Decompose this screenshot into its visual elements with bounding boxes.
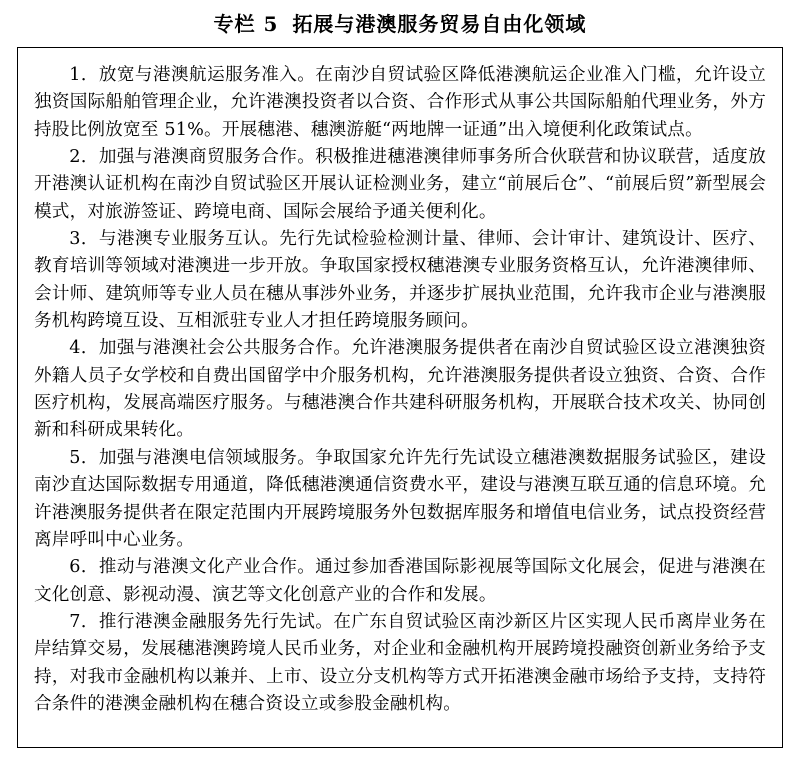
paragraph: 1．放宽与港澳航运服务准入。在南沙自贸试验区降低港澳航运企业准入门槛，允许设立独资国际船舶管理企业，允许港澳投资者以合资、合作形式从事公共国际船舶代理业务，外方持股比例放宽至 51%。开展穗港、穗澳游艇“两地牌一证通”出入境便利化政策试点。: [34, 65, 766, 140]
content-box: [17, 47, 783, 748]
title-number: 专栏 5: [213, 12, 279, 36]
paragraph: 5．加强与港澳电信领域服务。争取国家允许先行先试设立穗港澳数据服务试验区，建设南沙直达国际数据专用通道，降低穗港澳通信资费水平，建设与港澳互联互通的信息环境。允许港澳服务提供者在限定范围内开展跨境服务外包数据库服务和增值电信业务，试点投资经营离岸呼叫中心业务。: [34, 447, 766, 550]
paragraph: 3．与港澳专业服务互认。先行先试检验检测计量、律师、会计审计、建筑设计、医疗、教育培训等领域对港澳进一步开放。争取国家授权穗港澳专业服务资格互认，允许港澳律师、会计师、建筑师等专业人员在穗从事涉外业务，并逐步扩展执业范围，允许我市企业与港澳服务机构跨境互设、互相派驻专业人才担任跨境服务顾问。: [34, 229, 766, 332]
paragraph: 4．加强与港澳社会公共服务合作。允许港澳服务提供者在南沙自贸试验区设立港澳独资外籍人员子女学校和自费出国留学中介服务机构，允许港澳服务提供者设立独资、合资、合作医疗机构，发展高端医疗服务。与穗港澳合作共建科研服务机构，开展联合技术攻关、协同创新和科研成果转化。: [34, 338, 766, 441]
paragraph: 7．推行港澳金融服务先行先试。在广东自贸试验区南沙新区片区实现人民币离岸业务在岸结算交易，发展穗港澳跨境人民币业务，对企业和金融机构开展跨境投融资创新业务给予支持，对我市金融机构以兼并、上市、设立分支机构等方式开拓港澳金融市场给予支持，支持符合条件的港澳金融机构在穗合资设立或参股金融机构。: [34, 611, 766, 714]
paragraph: 6．推动与港澳文化产业合作。通过参加香港国际影视展等国际文化展会，促进与港澳在文化创意、影视动漫、演艺等文化创意产业的合作和发展。: [34, 557, 766, 605]
page-title: [0, 0, 800, 48]
paragraph: 2．加强与港澳商贸服务合作。积极推进穗港澳律师事务所合伙联营和协议联营，适度放开港澳认证机构在南沙自贸试验区开展认证检测业务，建立“前展后仓”、“前展后贸”新型展会模式，对旅游签证、跨境电商、国际会展给予通关便利化。: [34, 147, 766, 222]
title-text: 拓展与港澳服务贸易自由化领域: [292, 12, 587, 36]
